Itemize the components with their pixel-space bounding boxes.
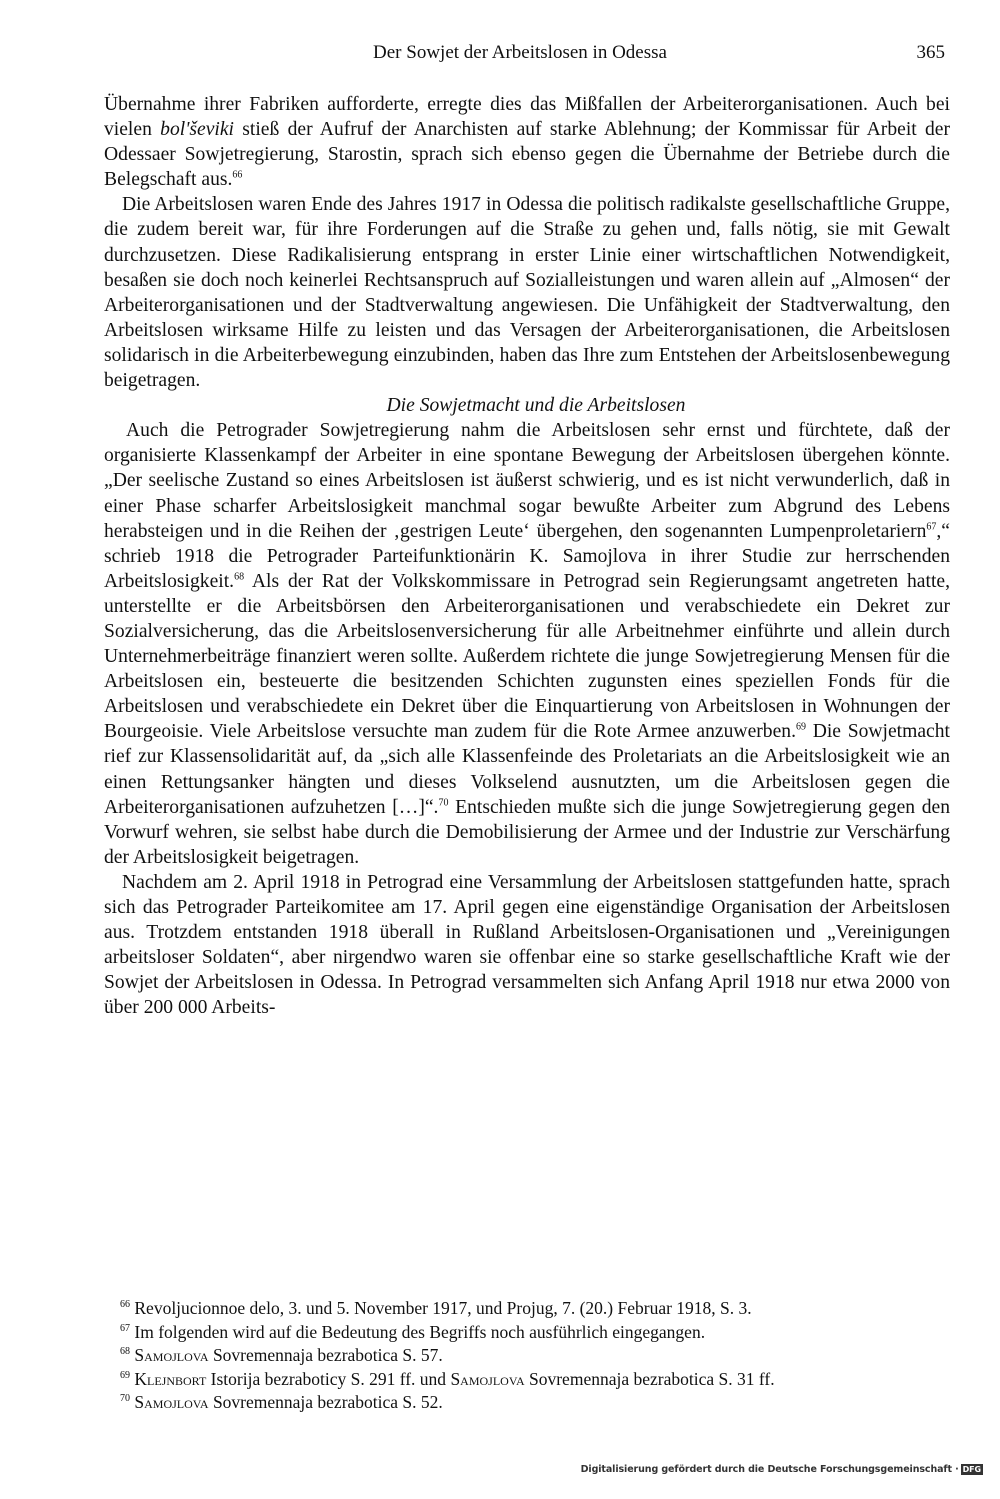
footnote-ref-67: 67 <box>926 521 937 533</box>
paragraph-3-text-e: Entschieden mußte sich die junge Sowjetregierung gegen den Vorwurf wehren, sie selbst habe durch die Demobilisierung der Armee und der Industrie zur Verschärfung der Arbeitslosigkeit beigetragen. <box>104 796 951 868</box>
running-header <box>0 42 1000 70</box>
footnote-number: 69 <box>120 1369 130 1381</box>
paragraph-3-text-a: Auch die Petrograder Sowjetregierung nahm die Arbeitslosen sehr ernst und fürchtete, daß der organisierte Klassenkampf der Arbeiter in eine spontane Bewegung der Arbeitslosen übergehen könnte. „Der seelische Zustand so eines Arbeitslosen ist äußerst schwierig, und es ist nicht verwunderlich, daß in einer Phase scharfer Arbeitslosigkeit manchmal sogar bewußte Arbeiter zum Abgrund des Lebens herabsteigen und in die Reihen der ‚gestrigen Leute‘ übergehen, den sogenannten Lumpenproletariern <box>104 420 950 542</box>
footnote-text: Revoljucionnoe delo, 3. und 5. November 1917, und Projug, 7. (20.) Februar 1918, S. 3. <box>134 1298 752 1318</box>
paragraph-2: Die Arbeitslosen waren Ende des Jahres 1917 in Odessa die politisch radikalste gesellschaftliche Gruppe, die zudem bereit war, für ihre Forderungen auf die Straße zu gehen und, falls nötig, sie mit Gewalt durchzusetzen. Diese Radikalisierung entsprang in erster Linie einer wirtschaftlichen Notwendigkeit, besaßen sie doch noch keinerlei Rechtsanspruch auf Sozialleistungen und waren allein auf „Almosen“ der Arbeiterorganisationen und der Stadtverwaltung angewiesen. Die Unfähigkeit der Stadtverwaltung, den Arbeitslosen wirksame Hilfe zu leisten und das Versagen der Arbeiterorganisationen, die Arbeitslosen solidarisch in die Arbeiterbewegung einzubinden, haben das Ihre zum Entstehen der Arbeitslosenbewegung beigetragen. <box>104 194 950 392</box>
footnote-author: Klejnbort <box>134 1368 207 1389</box>
funding-notice-text: Digitalisierung gefördert durch die Deutsche Forschungsgemeinschaft <box>580 1464 952 1475</box>
footnote-70 <box>120 1391 775 1415</box>
section-heading: Die Sowjetmacht und die Arbeitslosen <box>386 395 686 417</box>
footnote-author-2: Samojlova <box>450 1368 525 1389</box>
footnote-ref-70: 70 <box>438 797 449 809</box>
footnote-69 <box>120 1368 775 1392</box>
footnotes <box>120 1297 775 1415</box>
footnote-number: 68 <box>120 1346 130 1358</box>
footnote-author: Samojlova <box>134 1392 209 1413</box>
paragraph-1 <box>104 92 950 192</box>
footnote-text: Sovremennaja bezrabotica S. 57. <box>208 1345 443 1366</box>
paragraph-4: Nachdem am 2. April 1918 in Petrograd eine Versammlung der Arbeitslosen stattgefunden hatte, sprach sich das Petrograder Parteikomitee am 17. April gegen eine eigenständige Organisation der Arbeitslosen aus. Trotzdem entstanden 1918 überall in Rußland Arbeitslosen-Organisationen und „Vereinigungen arbeitsloser Soldaten“, aber nirgendwo waren sie offenbar eine so starke gesellschaftliche Kraft wie der Sowjet der Arbeitslosen in Odessa. In Petrograd versammelten sich Anfang April 1918 nur etwa 2000 von über 200 000 Arbeits- <box>104 871 950 1019</box>
footnote-text: Im folgenden wird auf die Bedeutung des Begriffs noch ausführlich eingegangen. <box>134 1321 706 1342</box>
funding-notice: Digitalisierung gefördert durch die Deutsche Forschungsgemeinschaft · DFG <box>580 1464 981 1475</box>
paragraph-3 <box>104 418 950 870</box>
footnote-ref-66: 66 <box>232 169 243 181</box>
page-number: 365 <box>916 42 945 63</box>
footnote-68 <box>120 1344 775 1368</box>
running-title: Der Sowjet der Arbeitslosen in Odessa <box>373 42 667 63</box>
footnote-author: Samojlova <box>134 1345 209 1366</box>
paragraph-1-text-a: Übernahme ihrer Fabriken aufforderte, erregte dies das Mißfallen der Arbeiterorganisationen. Auch bei vielen <box>104 94 950 141</box>
footnote-66 <box>120 1297 775 1321</box>
footnote-text: Sovremennaja bezrabotica S. 52. <box>208 1392 443 1413</box>
footnote-ref-69: 69 <box>795 721 806 733</box>
footnote-text-2: Sovremennaja bezrabotica S. 31 ff. <box>524 1368 775 1389</box>
paragraph-1-italic-term: bol'ševiki <box>160 119 235 141</box>
footnote-text: Istorija bezraboticy S. 291 ff. und <box>206 1368 451 1389</box>
paragraph-3-text-b: ,“ schrieb 1918 die Petrograder Parteifunktionärin K. Samojlova in ihrer Studie zur herrschenden Arbeitslosigkeit. <box>104 520 950 592</box>
paragraph-3-text-d: Die Sowjetmacht rief zur Klassensolidarität auf, da „sich alle Klassenfeinde des Proletariats an die Arbeitslosigkeit wie an einen Rettungsanker hängten und dieses Volkselend ausnutzten, um die Arbeitslosen gegen die Arbeiterorganisationen aufzuhetzen […]“. <box>104 721 950 818</box>
paragraph-1-text-c: stieß der Aufruf der Anarchisten auf starke Ablehnung; der Kommissar für Arbeit der Odessaer Sowjetregierung, Starostin, sprach sich ebenso gegen die Übernahme der Betriebe durch die Belegschaft aus. <box>104 119 951 191</box>
main-text <box>104 92 950 1020</box>
footnote-ref-68: 68 <box>234 571 245 583</box>
footnote-number: 66 <box>120 1299 130 1311</box>
footnote-number: 67 <box>120 1322 130 1334</box>
footnote-number: 70 <box>120 1393 130 1405</box>
footnote-67 <box>120 1321 775 1345</box>
paragraph-3-text-c: Als der Rat der Volkskommissare in Petrograd sein Regierungsamt angetreten hatte, unterstellte er die Arbeitsbörsen den Arbeiterorganisationen und verabschiedete ein Dekret zur Sozialversicherung, das die Arbeitslosenversicherung für alle Arbeitnehmer einführte und allein durch Unternehmerbeiträge finanziert weren sollte. Außerdem richtete die junge Sowjetregierung Mensen für die Arbeitslosen ein, besteuerte die besitzenden Schichten zugunsten eines speziellen Fonds für die Arbeitslosen und verabschiedete ein Dekret über die Einquartierung von Arbeitslosen in Wohnungen der Bourgeoisie. Viele Arbeitslose versuchte man zudem für die Rote Armee anzuwerben. <box>104 570 950 743</box>
dfg-logo: DFG <box>962 1465 981 1474</box>
